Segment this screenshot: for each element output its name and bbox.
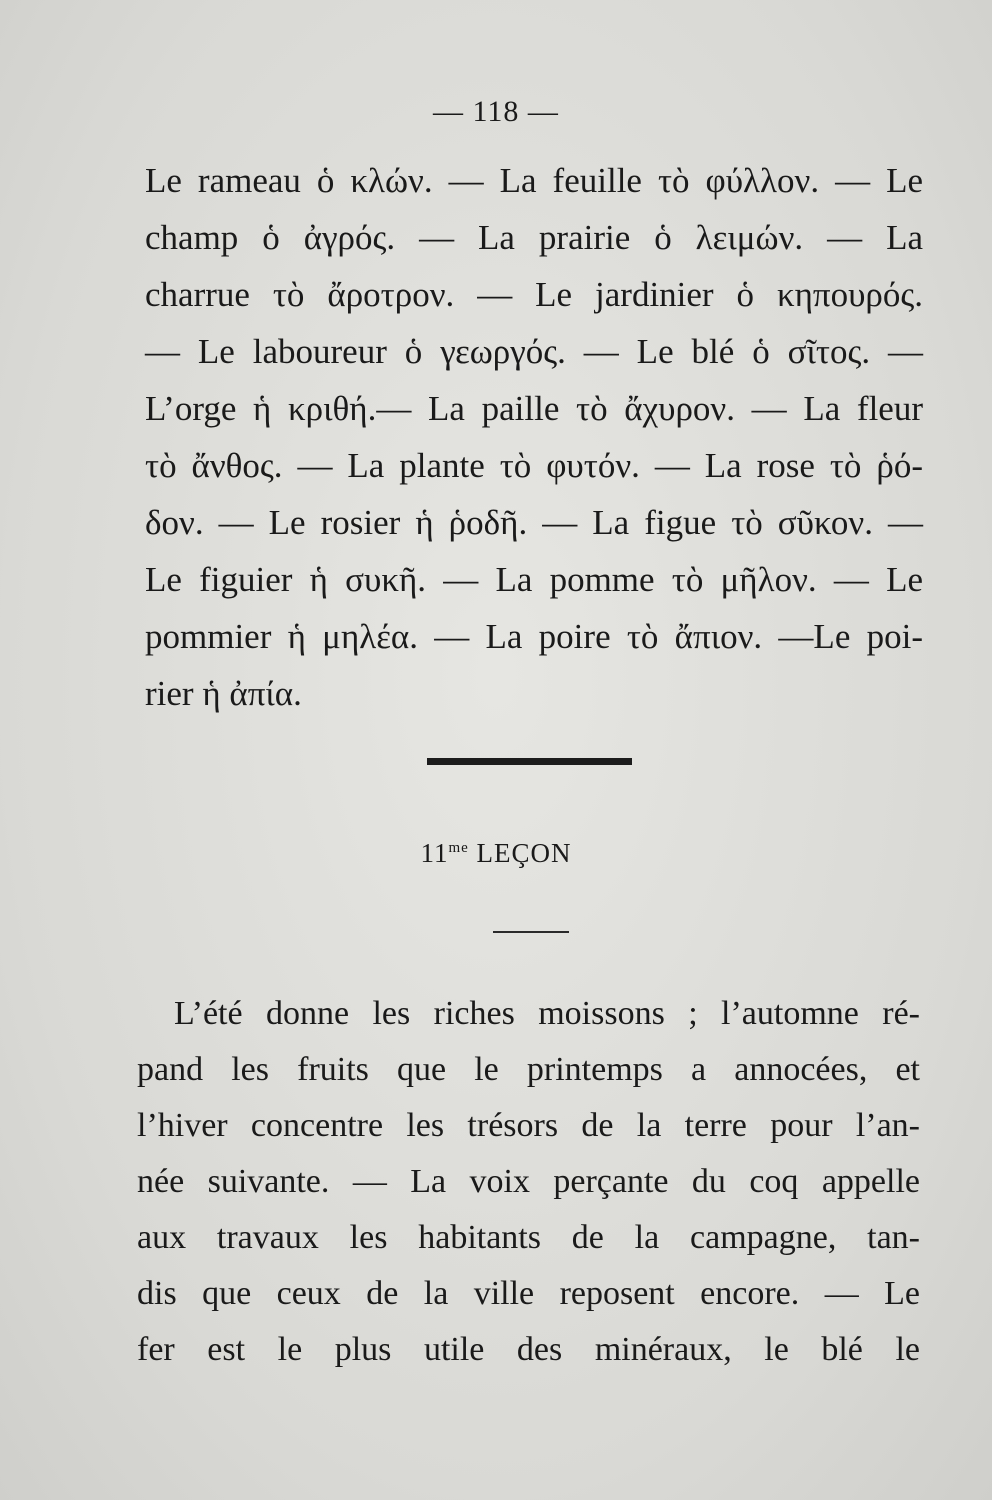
heading-underline [493, 931, 569, 933]
page-number: — 118 — [433, 95, 559, 128]
vocabulary-line: pommier ἡ μηλέα. — La poire τὸ ἄπιον. —Le poi- [145, 617, 923, 656]
vocabulary-line: — Le laboureur ὁ γεωργός. — Le blé ὁ σῖτος. — [145, 332, 923, 371]
lesson-heading [0, 838, 992, 869]
vocabulary-line: τὸ ἄνθος. — La plante τὸ φυτόν. — La rose τὸ ῥό- [145, 446, 923, 485]
lesson-number-suffix: me [448, 840, 469, 856]
paragraph-line: fer est le plus utile des minéraux, le blé le [137, 1331, 920, 1368]
lesson-number: 11 [420, 838, 449, 868]
lesson-word: LEÇON [476, 838, 572, 868]
vocabulary-line: champ ὁ ἀγρός. — La prairie ὁ λειμών. — La [145, 218, 923, 257]
vocabulary-list [145, 152, 923, 722]
vocabulary-line: L’orge ἡ κριθή.— La paille τὸ ἄχυρον. — La fleur [145, 389, 923, 428]
paragraph-line: pand les fruits que le printemps a annocées, et [137, 1051, 920, 1088]
paragraph-line: l’hiver concentre les trésors de la terre pour l’an- [137, 1107, 920, 1144]
vocabulary-line: δον. — Le rosier ἡ ῥοδῆ. — La figue τὸ σῦκον. — [145, 503, 923, 542]
vocabulary-line: charrue τὸ ἄροτρον. — Le jardinier ὁ κηπουρός. [145, 275, 923, 314]
paragraph-line: née suivante. — La voix perçante du coq appelle [137, 1163, 920, 1200]
vocabulary-line: Le rameau ὁ κλών. — La feuille τὸ φύλλον. — Le [145, 161, 923, 200]
vocabulary-line: Le figuier ἡ συκῆ. — La pomme τὸ μῆλον. — Le [145, 560, 923, 599]
lesson-paragraph [137, 986, 920, 1378]
paragraph-line: dis que ceux de la ville reposent encore. — Le [137, 1275, 920, 1312]
section-divider [427, 758, 632, 765]
paragraph-line: L’été donne les riches moissons ; l’automne ré- [174, 995, 920, 1032]
paragraph-line: aux travaux les habitants de la campagne, tan- [137, 1219, 920, 1256]
vocabulary-line: rier ἡ ἀπία. [145, 674, 302, 713]
